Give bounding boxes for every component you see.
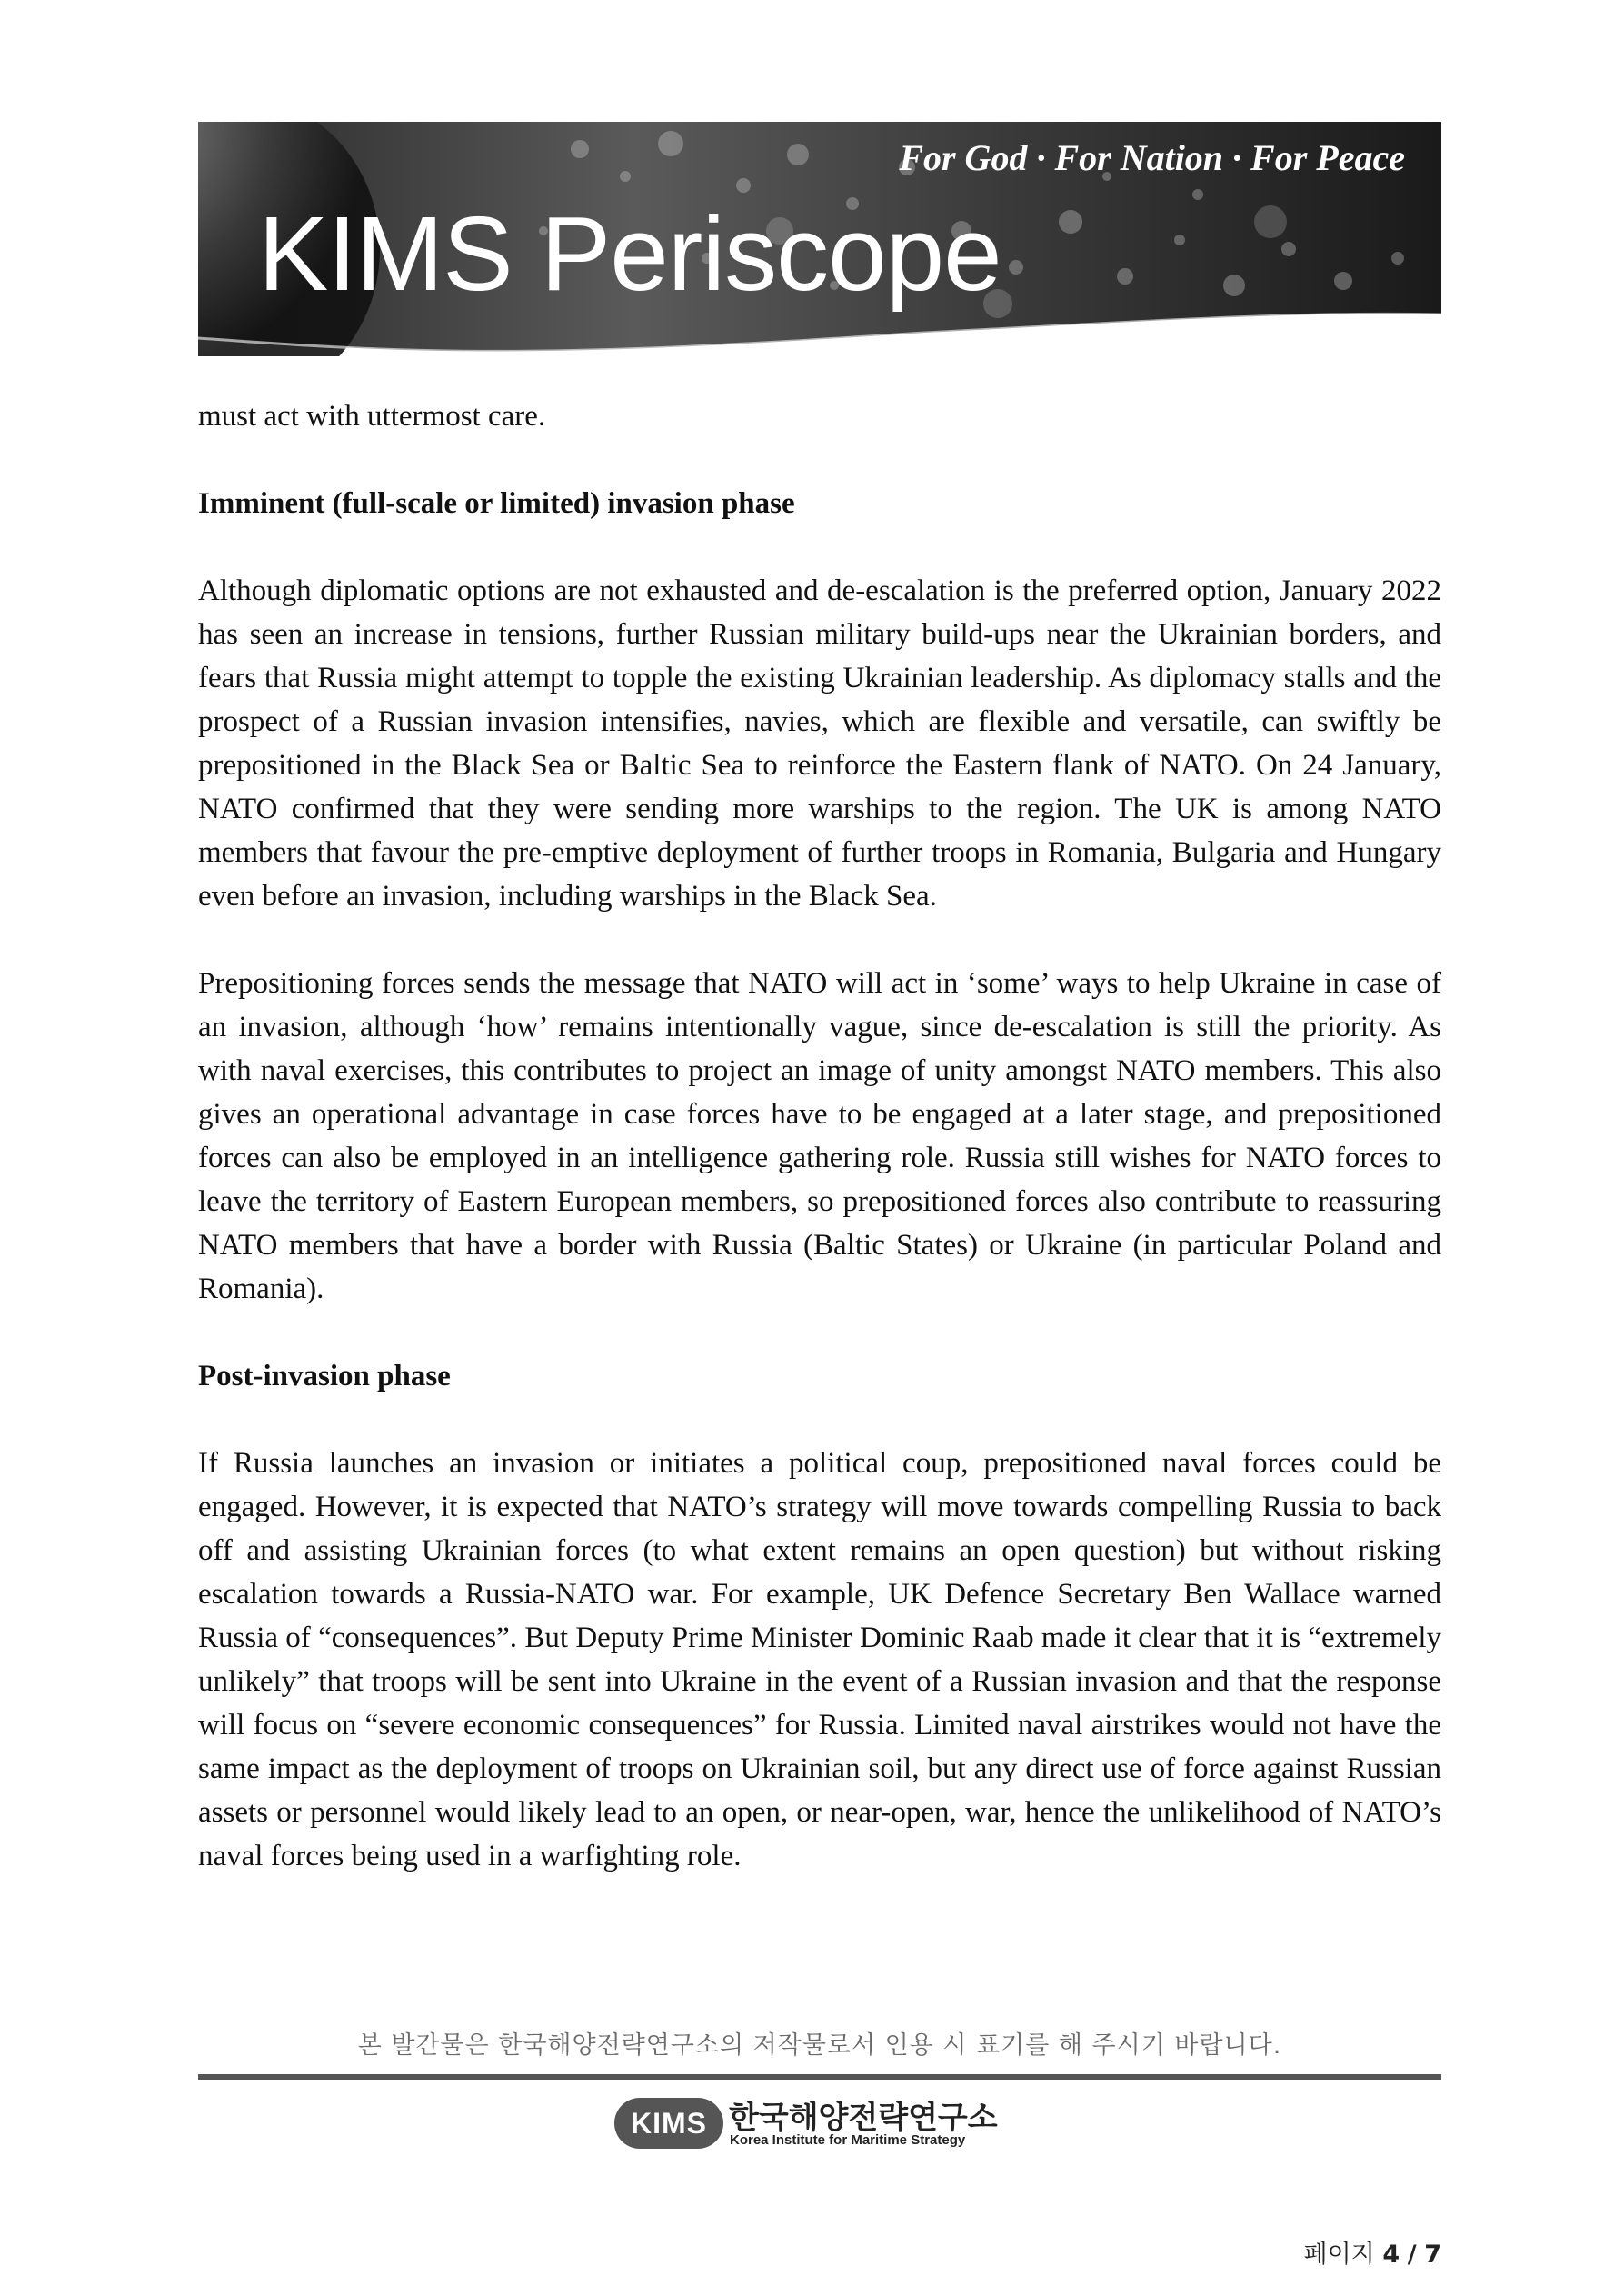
page-total: 7 — [1424, 2241, 1441, 2269]
paragraph-2: Prepositioning forces sends the message that NATO will act in ‘some’ ways to help Ukraine in case of an invasion, although ‘how’ remains intentionally vague, since de-escalation is still the priority. As with naval exercises, this contributes to project an image of unity amongst NATO members. This also gives an operational advantage in case forces have to be engaged at a later stage, and prepositioned forces can also be employed in an intelligence gathering role. Russia still wishes for NATO forces to leave the territory of Eastern European members, so prepositioned forces also contribute to reassuring NATO members that have a border with Russia (Baltic States) or Ukraine (in particular Poland and Romania). — [198, 967, 1441, 1305]
header-banner — [198, 122, 1441, 356]
logo-korean-name: 한국해양전략연구소 — [729, 2100, 998, 2136]
page-current: 4 — [1382, 2241, 1400, 2269]
article-body — [198, 394, 1441, 1878]
logo-badge: KIMS — [614, 2098, 723, 2149]
page-separator: / — [1407, 2241, 1417, 2269]
paragraph-1: Although diplomatic options are not exhausted and de-escalation is the preferred option, January 2022 has seen an increase in tensions, further Russian military build-ups near the Ukrainian borders, and fears that Russia might attempt to topple the existing Ukrainian leadership. As diplomacy stalls and the prospect of a Russian invasion intensifies, navies, which are flexible and versatile, can swiftly be prepositioned in the Black Sea or Baltic Sea to reinforce the Eastern flank of NATO. On 24 January, NATO confirmed that they were sending more warships to the region. The UK is among NATO members that favour the pre-emptive deployment of further troops in Romania, Bulgaria and Hungary even before an invasion, including warships in the Black Sea. — [198, 574, 1441, 913]
copyright-note: 본 발간물은 한국해양전략연구소의 저작물로서 인용 시 표기를 해 주시기 바랍니다. — [357, 2031, 1282, 2060]
paragraph-3: If Russia launches an invasion or initiates a political coup, prepositioned naval forces could be engaged. However, it is expected that NATO’s strategy will move towards compelling Russia to back off and assisting Ukrainian forces (to what extent remains an open question) but without risking escalation towards a Russia-NATO war. For example, UK Defence Secretary Ben Wallace warned Russia of “consequences”. But Deputy Prime Minister Dominic Raab made it clear that it is “extremely unlikely” that troops will be sent into Ukraine in the event of a Russian invasion and that the response will focus on “severe economic consequences” for Russia. Limited naval airstrikes would not have the same impact as the deployment of troops on Ukrainian soil, but any direct use of force against Russian assets or personnel would likely lead to an open, or near-open, war, hence the unlikelihood of NATO’s naval forces being used in a warfighting role. — [198, 1447, 1441, 1872]
kims-logo — [614, 2094, 996, 2151]
page-label: 페이지 — [1303, 2241, 1375, 2269]
continuation-text: must act with uttermost care. — [198, 400, 546, 433]
banner-title: KIMS Periscope — [258, 195, 1001, 313]
page-number — [1272, 2234, 1441, 2270]
logo-english-name: Korea Institute for Maritime Strategy — [730, 2132, 966, 2148]
banner-tagline: For God · For Nation · For Peace — [899, 137, 1405, 178]
section-heading-imminent-invasion: Imminent (full-scale or limited) invasion phase — [198, 487, 795, 520]
section-heading-post-invasion: Post-invasion phase — [198, 1360, 451, 1393]
footer-divider — [198, 2074, 1441, 2080]
